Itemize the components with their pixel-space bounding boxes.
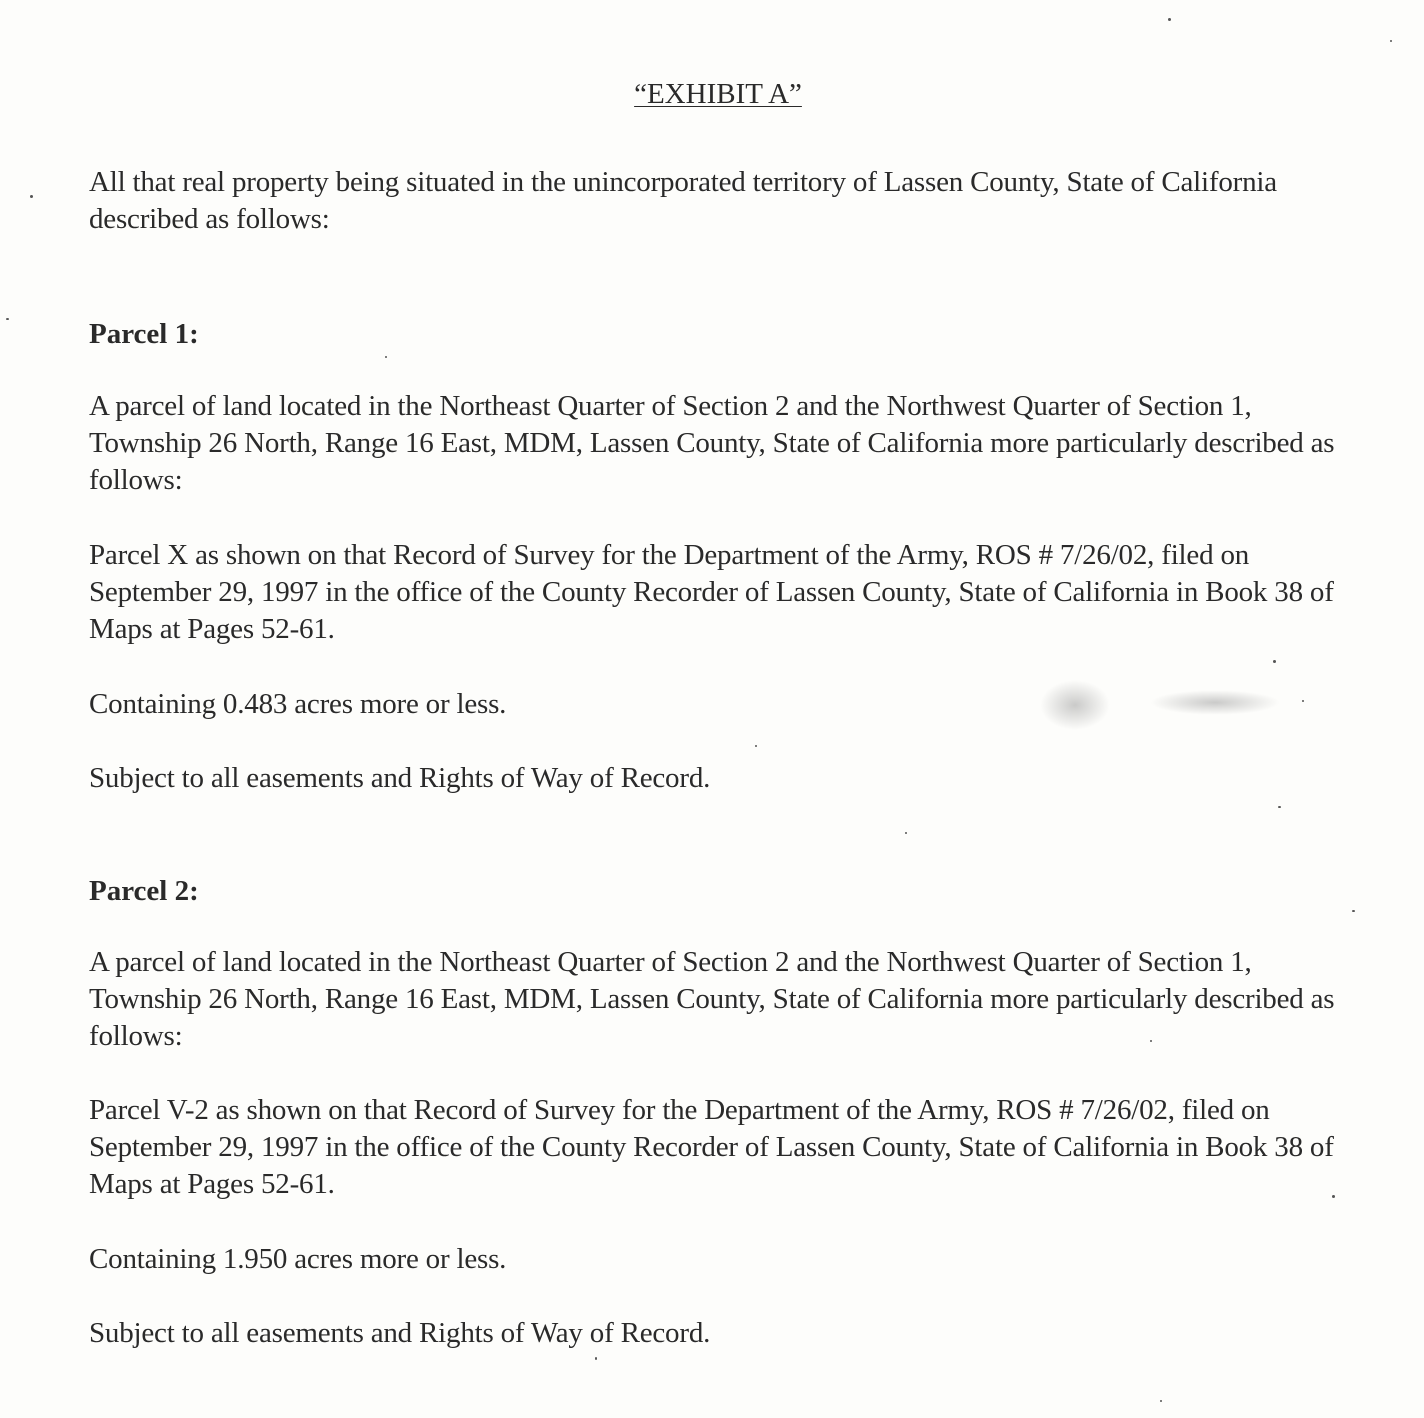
scan-speck <box>1168 18 1171 21</box>
intro-paragraph: All that real property being situated in the unincorporated territory of Lassen County, State of California described as follows: <box>89 166 1277 235</box>
scan-speck <box>1332 1195 1335 1198</box>
scan-speck <box>1352 910 1355 912</box>
scan-smudge <box>1150 690 1280 715</box>
scan-speck <box>6 318 9 320</box>
parcel-1-containing: Containing 0.483 acres more or less. <box>89 688 507 720</box>
scan-speck <box>595 1357 597 1360</box>
scan-speck <box>1278 806 1281 808</box>
scan-speck <box>905 832 907 834</box>
parcel-2-containing: Containing 1.950 acres more or less. <box>89 1243 507 1275</box>
scan-speck <box>30 195 33 198</box>
parcel-2-subject: Subject to all easements and Rights of Way of Record. <box>89 1317 711 1349</box>
scan-speck <box>1273 660 1276 663</box>
parcel-2-heading: Parcel 2: <box>89 875 199 907</box>
scan-speck <box>1390 40 1392 42</box>
parcel-1-reference: Parcel X as shown on that Record of Survey for the Department of the Army, ROS # 7/26/02, filed on September 29, 1997 in the office of the County Recorder of Lassen County, State of California in Book 38 of Maps at Pages 52-61. <box>89 539 1334 645</box>
scan-speck <box>1150 1040 1152 1042</box>
scan-speck <box>755 745 757 747</box>
parcel-2-reference: Parcel V-2 as shown on that Record of Survey for the Department of the Army, ROS # 7/26/02, filed on September 29, 1997 in the office of the County Recorder of Lassen County, State of California in Book 38 of Maps at Pages 52-61. <box>89 1094 1334 1200</box>
document-title <box>0 76 1424 112</box>
parcel-1-location: A parcel of land located in the Northeast Quarter of Section 2 and the Northwest Quarter of Section 1, Township 26 North, Range 16 East, MDM, Lassen County, State of California more particularly described as follows: <box>89 390 1335 496</box>
scan-speck <box>385 356 387 358</box>
scan-speck <box>1302 700 1304 702</box>
parcel-2-location: A parcel of land located in the Northeast Quarter of Section 2 and the Northwest Quarter of Section 1, Township 26 North, Range 16 East, MDM, Lassen County, State of California more particularly described as follows: <box>89 946 1335 1052</box>
document-title-text: “EXHIBIT A” <box>634 78 802 110</box>
scan-speck <box>1160 1400 1162 1402</box>
scan-smudge <box>1040 680 1110 730</box>
parcel-1-heading: Parcel 1: <box>89 318 199 350</box>
parcel-1-subject: Subject to all easements and Rights of Way of Record. <box>89 762 711 794</box>
